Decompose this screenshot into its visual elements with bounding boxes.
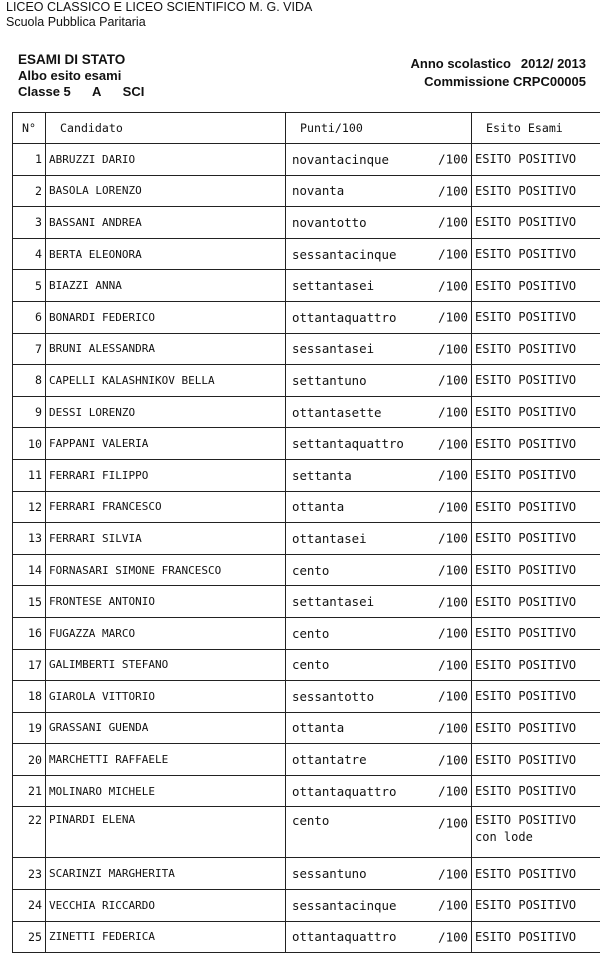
result-text: ESITO POSITIVO (475, 898, 577, 913)
result-text: ESITO POSITIVO (475, 373, 577, 388)
result-text: ESITO POSITIVO (475, 341, 577, 356)
table-row (13, 365, 600, 397)
result-text: ESITO POSITIVO (475, 215, 577, 230)
points-cell (286, 554, 472, 586)
candidate-name: SCARINZI MARGHERITA (46, 858, 286, 890)
points-words: ottantaquattro (292, 309, 397, 325)
table-row (13, 586, 600, 618)
result-cell (472, 554, 600, 586)
result-text: ESITO POSITIVO (475, 436, 577, 451)
candidate-name: FERRARI SILVIA (46, 523, 286, 555)
result-cell (472, 428, 600, 460)
row-number: 11 (13, 459, 46, 491)
result-cell (472, 144, 600, 176)
candidate-name: DESSI LORENZO (46, 396, 286, 428)
candidate-name: CAPELLI KALASHNIKOV BELLA (46, 365, 286, 397)
table-row (13, 681, 600, 713)
points-denominator: /100 (438, 625, 468, 641)
result-cell (472, 333, 600, 365)
points-denominator: /100 (438, 530, 468, 546)
points-cell (286, 617, 472, 649)
table-row (13, 270, 600, 302)
points-denominator: /100 (438, 309, 468, 325)
points-words: cento (292, 562, 330, 578)
points-denominator: /100 (438, 436, 468, 452)
points-words: novantotto (292, 214, 367, 230)
points-denominator: /100 (438, 688, 468, 704)
points-cell (286, 775, 472, 807)
result-text: ESITO POSITIVO (475, 689, 577, 704)
table-row (13, 175, 600, 207)
points-denominator: /100 (438, 594, 468, 610)
points-cell (286, 744, 472, 776)
points-denominator: /100 (438, 372, 468, 388)
candidate-name: FUGAZZA MARCO (46, 617, 286, 649)
result-cell (472, 617, 600, 649)
table-row (13, 649, 600, 681)
class-label: Classe 5 (18, 84, 71, 99)
result-text: ESITO POSITIVO (475, 152, 577, 167)
points-words: sessantuno (292, 866, 367, 882)
points-words: novanta (292, 183, 345, 199)
points-denominator: /100 (438, 783, 468, 799)
school-header (6, 0, 312, 30)
row-number: 18 (13, 681, 46, 713)
candidate-name: GIAROLA VITTORIO (46, 681, 286, 713)
row-number: 21 (13, 775, 46, 807)
result-cell (472, 681, 600, 713)
table-row (13, 858, 600, 890)
class-line (18, 84, 144, 100)
row-number: 16 (13, 617, 46, 649)
row-number: 17 (13, 649, 46, 681)
points-denominator: /100 (438, 815, 468, 831)
points-words: settantaquattro (292, 436, 404, 452)
result-text: ESITO POSITIVO (475, 531, 577, 546)
points-words: ottantaquattro (292, 929, 397, 945)
table-row (13, 207, 600, 239)
result-cell (472, 807, 600, 858)
points-words: settantasei (292, 278, 375, 294)
candidate-name: BASOLA LORENZO (46, 175, 286, 207)
row-number: 10 (13, 428, 46, 460)
points-denominator: /100 (438, 467, 468, 483)
points-words: cento (292, 657, 330, 673)
candidate-name: FERRARI FRANCESCO (46, 491, 286, 523)
candidate-name: FORNASARI SIMONE FRANCESCO (46, 554, 286, 586)
points-words: ottantasei (292, 530, 367, 546)
row-number: 15 (13, 586, 46, 618)
result-text: ESITO POSITIVO (475, 499, 577, 514)
result-cell (472, 238, 600, 270)
candidate-name: BERTA ELEONORA (46, 238, 286, 270)
points-words: settantasei (292, 594, 375, 610)
points-cell (286, 365, 472, 397)
result-text: ESITO POSITIVO (475, 278, 577, 293)
result-cell (472, 921, 600, 953)
table-row (13, 807, 600, 858)
points-cell (286, 428, 472, 460)
points-denominator: /100 (438, 183, 468, 199)
exam-header (18, 52, 144, 100)
candidate-name: BONARDI FEDERICO (46, 301, 286, 333)
candidate-name: PINARDI ELENA (46, 807, 286, 858)
table-row (13, 775, 600, 807)
row-number: 19 (13, 712, 46, 744)
result-cell (472, 301, 600, 333)
table-row (13, 890, 600, 922)
commission-header (411, 55, 587, 91)
table-row (13, 144, 600, 176)
candidate-name: BASSANI ANDREA (46, 207, 286, 239)
row-number: 4 (13, 238, 46, 270)
points-denominator: /100 (438, 499, 468, 515)
points-words: ottantaquattro (292, 783, 397, 799)
candidate-name: MOLINARO MICHELE (46, 775, 286, 807)
row-number: 8 (13, 365, 46, 397)
result-cell (472, 523, 600, 555)
result-cell (472, 712, 600, 744)
candidate-name: ZINETTI FEDERICA (46, 921, 286, 953)
candidate-name: FERRARI FILIPPO (46, 459, 286, 491)
points-cell (286, 175, 472, 207)
table-row (13, 617, 600, 649)
result-text: ESITO POSITIVO (475, 866, 577, 881)
col-header-points: Punti/100 (286, 113, 472, 144)
points-words: novantacinque (292, 151, 389, 167)
points-denominator: /100 (438, 897, 468, 913)
table-row (13, 491, 600, 523)
table-header-row (13, 113, 600, 144)
row-number: 5 (13, 270, 46, 302)
points-cell (286, 523, 472, 555)
result-text: ESITO POSITIVO (475, 784, 577, 799)
candidate-name: FRONTESE ANTONIO (46, 586, 286, 618)
school-name: LICEO CLASSICO E LICEO SCIENTIFICO M. G. VIDA (6, 0, 313, 14)
points-cell (286, 207, 472, 239)
result-text: ESITO POSITIVO (475, 183, 577, 198)
table-row (13, 396, 600, 428)
result-cell (472, 175, 600, 207)
result-cell (472, 649, 600, 681)
result-text: ESITO POSITIVO (475, 563, 577, 578)
points-words: sessantotto (292, 688, 375, 704)
row-number: 6 (13, 301, 46, 333)
result-text: ESITO POSITIVO (475, 657, 577, 672)
points-cell (286, 238, 472, 270)
points-cell (286, 681, 472, 713)
candidate-name: BRUNI ALESSANDRA (46, 333, 286, 365)
result-text: ESITO POSITIVO (475, 594, 577, 609)
points-denominator: /100 (438, 929, 468, 945)
points-cell (286, 649, 472, 681)
col-header-result: Esito Esami (472, 113, 600, 144)
points-denominator: /100 (438, 246, 468, 262)
class-section: A (92, 84, 102, 99)
row-number: 25 (13, 921, 46, 953)
year-value: 2012/ 2013 (520, 56, 586, 71)
points-words: ottanta (292, 499, 345, 515)
school-type: Scuola Pubblica Paritaria (6, 15, 146, 29)
candidate-name: FAPPANI VALERIA (46, 428, 286, 460)
row-number: 22 (13, 807, 46, 858)
row-number: 1 (13, 144, 46, 176)
row-number: 14 (13, 554, 46, 586)
results-table (12, 112, 600, 953)
points-cell (286, 858, 472, 890)
points-words: sessantacinque (292, 897, 397, 913)
row-number: 3 (13, 207, 46, 239)
points-cell (286, 270, 472, 302)
result-text: ESITO POSITIVO (475, 468, 577, 483)
candidate-name: VECCHIA RICCARDO (46, 890, 286, 922)
points-words: settanta (292, 467, 352, 483)
points-denominator: /100 (438, 278, 468, 294)
points-cell (286, 712, 472, 744)
result-cell (472, 270, 600, 302)
points-denominator: /100 (438, 752, 468, 768)
table-row (13, 301, 600, 333)
points-denominator: /100 (438, 657, 468, 673)
result-text: ESITO POSITIVO (475, 752, 577, 767)
points-words: sessantasei (292, 341, 375, 357)
points-cell (286, 144, 472, 176)
table-row (13, 523, 600, 555)
table-row (13, 428, 600, 460)
points-denominator: /100 (438, 866, 468, 882)
result-text: ESITO POSITIVO (475, 247, 577, 262)
result-cell (472, 491, 600, 523)
table-row (13, 333, 600, 365)
points-denominator: /100 (438, 720, 468, 736)
result-cell (472, 207, 600, 239)
result-cell (472, 396, 600, 428)
result-text: ESITO POSITIVO (475, 813, 577, 828)
points-words: ottanta (292, 720, 345, 736)
points-cell (286, 459, 472, 491)
result-cell (472, 365, 600, 397)
points-words: cento (292, 625, 330, 641)
candidate-name: ABRUZZI DARIO (46, 144, 286, 176)
class-course: SCI (122, 84, 145, 99)
candidate-name: BIAZZI ANNA (46, 270, 286, 302)
points-denominator: /100 (438, 562, 468, 578)
points-words: cento (292, 813, 330, 829)
result-text: ESITO POSITIVO (475, 310, 577, 325)
exam-title: ESAMI DI STATO (18, 52, 126, 67)
points-words: ottantasette (292, 404, 382, 420)
result-cell (472, 858, 600, 890)
points-words: sessantacinque (292, 246, 397, 262)
points-cell (286, 396, 472, 428)
result-text: ESITO POSITIVO (475, 720, 577, 735)
result-text: ESITO POSITIVO (475, 929, 577, 944)
result-note: con lode (475, 830, 533, 845)
points-cell (286, 586, 472, 618)
row-number: 2 (13, 175, 46, 207)
row-number: 13 (13, 523, 46, 555)
result-cell (472, 775, 600, 807)
points-cell (286, 890, 472, 922)
table-row (13, 554, 600, 586)
row-number: 20 (13, 744, 46, 776)
col-header-num: N° (13, 113, 46, 144)
points-denominator: /100 (438, 214, 468, 230)
result-cell (472, 890, 600, 922)
points-denominator: /100 (438, 341, 468, 357)
exam-subtitle: Albo esito esami (18, 68, 122, 83)
points-denominator: /100 (438, 404, 468, 420)
candidate-name: MARCHETTI RAFFAELE (46, 744, 286, 776)
table-row (13, 744, 600, 776)
row-number: 7 (13, 333, 46, 365)
points-cell (286, 491, 472, 523)
year-label: Anno scolastico (410, 56, 511, 71)
candidate-name: GRASSANI GUENDA (46, 712, 286, 744)
row-number: 9 (13, 396, 46, 428)
points-words: ottantatre (292, 752, 367, 768)
row-number: 23 (13, 858, 46, 890)
commission-code: Commissione CRPC00005 (424, 74, 586, 89)
points-cell (286, 807, 472, 858)
points-cell (286, 301, 472, 333)
points-cell (286, 333, 472, 365)
result-cell (472, 586, 600, 618)
table-row (13, 712, 600, 744)
points-denominator: /100 (438, 151, 468, 167)
col-header-candidate: Candidato (46, 113, 286, 144)
result-cell (472, 744, 600, 776)
table-row (13, 459, 600, 491)
result-text: ESITO POSITIVO (475, 405, 577, 420)
row-number: 24 (13, 890, 46, 922)
points-words: settantuno (292, 372, 367, 388)
points-cell (286, 921, 472, 953)
table-row (13, 238, 600, 270)
row-number: 12 (13, 491, 46, 523)
result-cell (472, 459, 600, 491)
candidate-name: GALIMBERTI STEFANO (46, 649, 286, 681)
table-row (13, 921, 600, 953)
result-text: ESITO POSITIVO (475, 626, 577, 641)
